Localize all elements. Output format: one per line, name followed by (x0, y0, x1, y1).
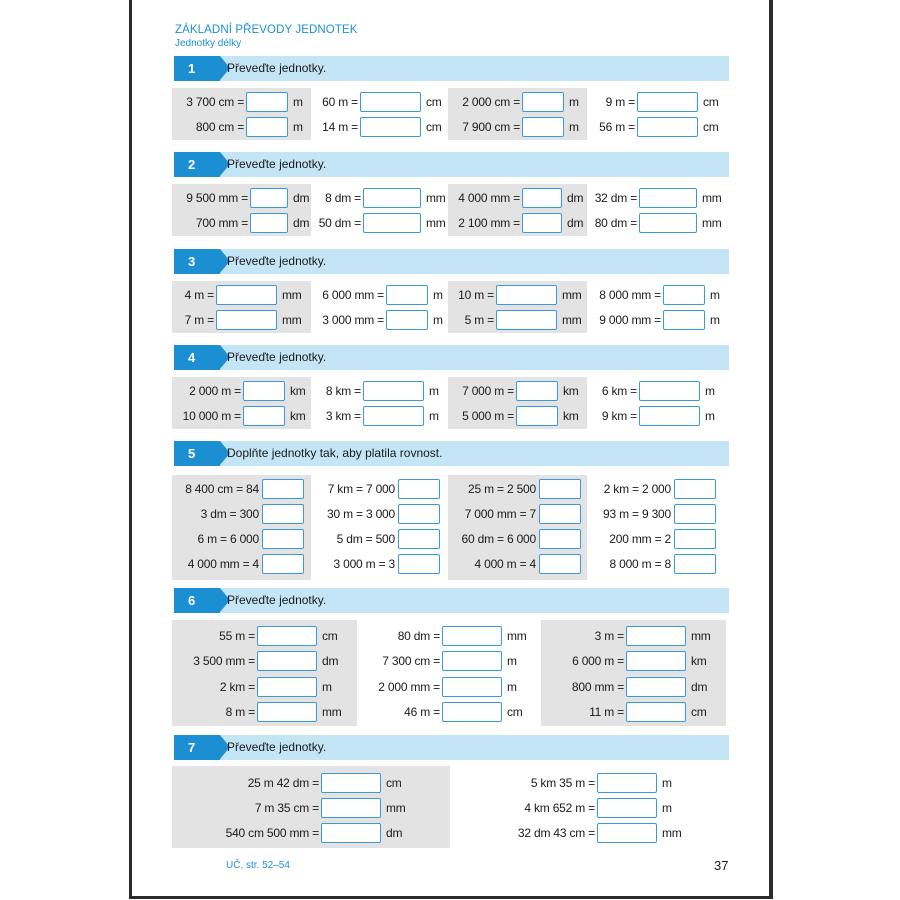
exercise-instruction: Převeďte jednotky. (227, 350, 327, 364)
answer-box[interactable] (386, 285, 428, 305)
unit-label: m (705, 409, 715, 423)
conversion-expression: 540 cm 500 mm = (225, 826, 319, 840)
unit-label: km (290, 384, 306, 398)
conversion-expression: 7 300 cm = (382, 654, 440, 668)
workbook-page (129, 0, 773, 899)
answer-box[interactable] (516, 381, 558, 401)
answer-box[interactable] (257, 651, 317, 671)
equality-expression: 200 mm = 2 (609, 532, 671, 546)
answer-box[interactable] (321, 798, 381, 818)
unit-label: m (507, 654, 517, 668)
answer-box[interactable] (216, 285, 277, 305)
exercise-instruction: Převeďte jednotky. (227, 254, 327, 268)
unit-label: km (691, 654, 707, 668)
answer-box[interactable] (597, 823, 657, 843)
conversion-expression: 700 mm = (195, 216, 248, 230)
exercise-instruction: Převeďte jednotky. (227, 157, 327, 171)
conversion-expression: 11 m = (589, 705, 624, 719)
unit-label: cm (426, 120, 442, 134)
unit-label: mm (562, 288, 582, 302)
conversion-expression: 10 000 m = (182, 409, 241, 423)
unit-label: km (290, 409, 306, 423)
answer-box[interactable] (243, 406, 285, 426)
equality-expression: 3 dm = 300 (200, 507, 259, 521)
unit-label: cm (386, 776, 402, 790)
unit-answer-box[interactable] (539, 504, 581, 524)
exercise-number: 2 (174, 152, 220, 177)
unit-label: dm (386, 826, 403, 840)
textbook-reference: UČ, str. 52–54 (226, 860, 290, 871)
exercise-instruction: Převeďte jednotky. (227, 593, 327, 607)
answer-box[interactable] (522, 188, 562, 208)
unit-label: m (710, 313, 720, 327)
unit-label: m (662, 776, 672, 790)
equality-expression: 3 000 m = 3 (333, 557, 395, 571)
unit-label: cm (691, 705, 707, 719)
answer-box[interactable] (442, 677, 502, 697)
conversion-expression: 7 000 m = (462, 384, 514, 398)
unit-label: mm (702, 191, 722, 205)
unit-label: dm (322, 654, 339, 668)
conversion-expression: 6 km = (601, 384, 637, 398)
unit-label: m (569, 95, 579, 109)
unit-label: m (507, 680, 517, 694)
conversion-expression: 800 mm = (571, 680, 624, 694)
unit-label: mm (691, 629, 711, 643)
conversion-expression: 80 dm = (397, 629, 440, 643)
unit-label: dm (691, 680, 708, 694)
equality-expression: 30 m = 3 000 (327, 507, 395, 521)
answer-box[interactable] (216, 310, 277, 330)
exercise-header (174, 735, 729, 760)
unit-label: mm (282, 313, 302, 327)
unit-answer-box[interactable] (398, 479, 440, 499)
conversion-expression: 32 dm = (594, 191, 637, 205)
answer-box[interactable] (360, 92, 421, 112)
answer-box[interactable] (597, 773, 657, 793)
answer-box[interactable] (250, 188, 288, 208)
unit-label: m (433, 288, 443, 302)
conversion-expression: 8 dm = (325, 191, 361, 205)
answer-box[interactable] (626, 651, 686, 671)
unit-label: cm (322, 629, 338, 643)
equality-expression: 5 dm = 500 (336, 532, 395, 546)
conversion-expression: 7 900 cm = (462, 120, 520, 134)
conversion-expression: 2 100 mm = (458, 216, 520, 230)
answer-box[interactable] (522, 213, 562, 233)
conversion-expression: 800 cm = (195, 120, 244, 134)
unit-label: cm (703, 95, 719, 109)
conversion-expression: 25 m 42 dm = (247, 776, 319, 790)
answer-box[interactable] (637, 117, 698, 137)
conversion-expression: 6 000 mm = (322, 288, 384, 302)
unit-label: m (662, 801, 672, 815)
unit-label: mm (386, 801, 406, 815)
conversion-expression: 5 km 35 m = (530, 776, 595, 790)
unit-label: dm (293, 191, 310, 205)
answer-box[interactable] (597, 798, 657, 818)
answer-box[interactable] (321, 823, 381, 843)
unit-label: m (429, 384, 439, 398)
unit-label: mm (282, 288, 302, 302)
unit-label: m (322, 680, 332, 694)
answer-box[interactable] (522, 92, 564, 112)
conversion-expression: 4 000 mm = (458, 191, 520, 205)
conversion-expression: 4 m = (184, 288, 214, 302)
conversion-expression: 7 m 35 cm = (254, 801, 319, 815)
answer-box[interactable] (363, 381, 424, 401)
conversion-expression: 2 000 cm = (462, 95, 520, 109)
unit-label: m (429, 409, 439, 423)
answer-box[interactable] (246, 92, 288, 112)
answer-box[interactable] (257, 626, 317, 646)
unit-label: m (433, 313, 443, 327)
exercise-number: 6 (174, 588, 220, 613)
conversion-expression: 50 dm = (318, 216, 361, 230)
equality-expression: 4 000 mm = 4 (187, 557, 259, 571)
equality-expression: 7 km = 7 000 (327, 482, 395, 496)
unit-label: mm (322, 705, 342, 719)
conversion-expression: 4 km 652 m = (524, 801, 595, 815)
unit-answer-box[interactable] (262, 554, 304, 574)
unit-answer-box[interactable] (674, 529, 716, 549)
answer-box[interactable] (442, 702, 502, 722)
answer-box[interactable] (257, 702, 317, 722)
conversion-expression: 2 km = (219, 680, 255, 694)
unit-label: km (563, 409, 579, 423)
unit-label: mm (426, 191, 446, 205)
unit-answer-box[interactable] (539, 529, 581, 549)
exercise-instruction: Doplňte jednotky tak, aby platila rovnost. (227, 446, 443, 460)
answer-box[interactable] (257, 677, 317, 697)
equality-expression: 25 m = 2 500 (468, 482, 536, 496)
answer-box[interactable] (626, 626, 686, 646)
conversion-expression: 14 m = (322, 120, 358, 134)
conversion-expression: 8 000 mm = (599, 288, 661, 302)
unit-answer-box[interactable] (539, 479, 581, 499)
answer-box[interactable] (386, 310, 428, 330)
answer-box[interactable] (496, 285, 557, 305)
conversion-expression: 5 000 m = (462, 409, 514, 423)
answer-box[interactable] (663, 285, 705, 305)
exercise-instruction: Převeďte jednotky. (227, 61, 327, 75)
conversion-expression: 9 km = (601, 409, 637, 423)
answer-box[interactable] (363, 406, 424, 426)
unit-label: dm (567, 191, 584, 205)
answer-box[interactable] (639, 381, 700, 401)
unit-label: cm (426, 95, 442, 109)
unit-label: m (705, 384, 715, 398)
conversion-expression: 7 m = (184, 313, 214, 327)
conversion-expression: 10 m = (458, 288, 494, 302)
unit-answer-box[interactable] (674, 479, 716, 499)
unit-label: dm (567, 216, 584, 230)
answer-box[interactable] (363, 188, 421, 208)
answer-box[interactable] (442, 651, 502, 671)
exercise-number: 5 (174, 441, 220, 466)
conversion-expression: 6 000 m = (572, 654, 624, 668)
answer-box[interactable] (663, 310, 705, 330)
exercise-header (174, 249, 729, 274)
conversion-expression: 3 700 cm = (186, 95, 244, 109)
unit-label: m (293, 95, 303, 109)
unit-label: dm (293, 216, 310, 230)
answer-box[interactable] (360, 117, 421, 137)
conversion-expression: 55 m = (219, 629, 255, 643)
conversion-expression: 5 m = (464, 313, 494, 327)
answer-box[interactable] (243, 381, 285, 401)
answer-box[interactable] (321, 773, 381, 793)
exercise-number: 1 (174, 56, 220, 81)
conversion-expression: 60 m = (322, 95, 358, 109)
exercise-header (174, 152, 729, 177)
unit-label: m (569, 120, 579, 134)
unit-label: cm (507, 705, 523, 719)
exercise-header (174, 588, 729, 613)
answer-box[interactable] (250, 213, 288, 233)
equality-expression: 60 dm = 6 000 (461, 532, 536, 546)
exercise-header (174, 345, 729, 370)
exercise-number: 7 (174, 735, 220, 760)
conversion-expression: 2 000 m = (189, 384, 241, 398)
unit-answer-box[interactable] (674, 504, 716, 524)
topic-subtitle: Jednotky délky (175, 38, 242, 49)
answer-box[interactable] (442, 626, 502, 646)
answer-box[interactable] (522, 117, 564, 137)
exercise-instruction: Převeďte jednotky. (227, 740, 327, 754)
conversion-expression: 80 dm = (594, 216, 637, 230)
unit-label: mm (702, 216, 722, 230)
unit-answer-box[interactable] (262, 504, 304, 524)
answer-box[interactable] (639, 188, 697, 208)
answer-box[interactable] (639, 213, 697, 233)
exercise-header (174, 441, 729, 466)
answer-box[interactable] (496, 310, 557, 330)
conversion-expression: 9 m = (605, 95, 635, 109)
exercise-number: 4 (174, 345, 220, 370)
exercise-number: 3 (174, 249, 220, 274)
equality-expression: 6 m = 6 000 (197, 532, 259, 546)
equality-expression: 2 km = 2 000 (603, 482, 671, 496)
chapter-title: ZÁKLADNÍ PŘEVODY JEDNOTEK (175, 24, 358, 36)
unit-label: cm (703, 120, 719, 134)
unit-label: mm (507, 629, 527, 643)
answer-box[interactable] (516, 406, 558, 426)
answer-box[interactable] (246, 117, 288, 137)
unit-answer-box[interactable] (262, 479, 304, 499)
unit-label: m (293, 120, 303, 134)
answer-box[interactable] (626, 677, 686, 697)
equality-expression: 8 400 cm = 84 (185, 482, 259, 496)
unit-label: km (563, 384, 579, 398)
conversion-expression: 3 km = (325, 409, 361, 423)
equality-expression: 4 000 m = 4 (474, 557, 536, 571)
unit-answer-box[interactable] (398, 554, 440, 574)
exercise-header (174, 56, 729, 81)
conversion-expression: 9 500 mm = (186, 191, 248, 205)
answer-box[interactable] (626, 702, 686, 722)
unit-label: m (710, 288, 720, 302)
conversion-expression: 8 m = (225, 705, 255, 719)
conversion-expression: 2 000 mm = (378, 680, 440, 694)
unit-answer-box[interactable] (262, 529, 304, 549)
conversion-expression: 8 km = (325, 384, 361, 398)
conversion-expression: 3 500 mm = (193, 654, 255, 668)
equality-expression: 7 000 mm = 7 (464, 507, 536, 521)
conversion-expression: 9 000 mm = (599, 313, 661, 327)
unit-label: mm (562, 313, 582, 327)
unit-label: mm (426, 216, 446, 230)
conversion-expression: 32 dm 43 cm = (517, 826, 595, 840)
answer-box[interactable] (637, 92, 698, 112)
equality-expression: 93 m = 9 300 (603, 507, 671, 521)
conversion-expression: 3 000 mm = (322, 313, 384, 327)
answer-box[interactable] (363, 213, 421, 233)
unit-answer-box[interactable] (674, 554, 716, 574)
unit-label: mm (662, 826, 682, 840)
unit-answer-box[interactable] (398, 504, 440, 524)
page-number: 37 (714, 858, 729, 873)
unit-answer-box[interactable] (539, 554, 581, 574)
unit-answer-box[interactable] (398, 529, 440, 549)
answer-box[interactable] (639, 406, 700, 426)
conversion-expression: 46 m = (404, 705, 440, 719)
conversion-expression: 56 m = (599, 120, 635, 134)
conversion-expression: 3 m = (594, 629, 624, 643)
equality-expression: 8 000 m = 8 (609, 557, 671, 571)
